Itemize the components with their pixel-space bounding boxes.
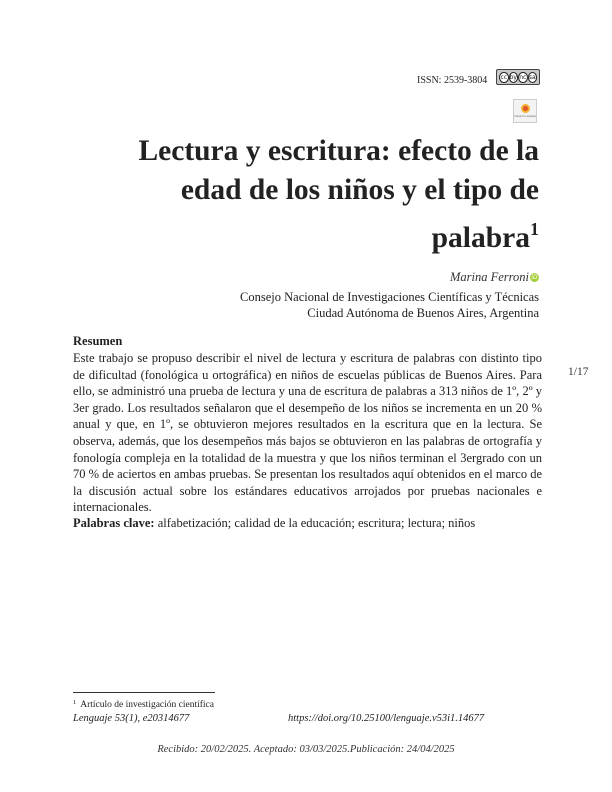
article-title: [99, 132, 539, 258]
keywords: [73, 516, 542, 531]
by-icon: by: [509, 73, 517, 81]
orcid-icon[interactable]: iD: [531, 274, 538, 281]
title-footnote-mark[interactable]: 1: [530, 219, 539, 239]
cc-by-nc-sa-icon: [496, 69, 540, 85]
footnote-divider: [73, 692, 215, 693]
publication-dates: Recibido: 20/02/2025. Aceptado: 03/03/2025.Publicación: 24/04/2025: [157, 744, 455, 755]
issn-number: ISSN: 2539-3804: [417, 75, 488, 86]
footnote-mark: 1: [73, 699, 77, 706]
cc-icon: cc: [500, 73, 508, 81]
footnote-text: Artículo de investigación científica: [80, 700, 214, 710]
sa-icon: sa: [528, 73, 536, 81]
abstract-heading: Resumen: [73, 334, 123, 348]
journal-citation: Lenguaje 53(1), e20314677: [73, 713, 190, 724]
doi-link[interactable]: https://doi.org/10.25100/lenguaje.v53i1.14677: [288, 713, 485, 724]
footnote: [73, 699, 214, 710]
keywords-list: alfabetización; calidad de la educación; escritura; lectura; niños: [157, 516, 476, 530]
author-name: Marina Ferroni: [449, 270, 529, 284]
article-title-text: Lectura y escritura: efecto de la edad de los niños y el tipo de palabra: [138, 135, 539, 254]
nc-icon: nc: [519, 73, 527, 81]
abstract-text: Este trabajo se propuso describir el nivel de lectura y escritura de palabras con distinto tipo de dificultad (fonológica u ortográfica) en niños de escuelas públicas de Buenos Aires. Para ello, se administró una prueba de lectura y una de escritura de palabras a 313 niños de 1º, 2º y 3er grado. Los resultados señalaron que el desempeño de los niños se incrementa en un 20 % anual y que, en 1º, se obtuvieron mejores resultados en la escritura que en la lectura. Se observa, además, que los desempeños más bajos se obtuvieron en las palabras de ortografía y fonología compleja en la totalidad de la muestra y que los niños terminan el 3ergrado con un 70 % de aciertos en ambas pruebas. Se presentan los resultados aquí obtenidos en el marco de la discusión actual sobre los estándares educativos arrojados por pruebas nacionales e internacionales.: [73, 351, 542, 515]
author: [450, 270, 539, 285]
affiliation-institution: Consejo Nacional de Investigaciones Científicas y Técnicas: [240, 290, 539, 304]
check-for-updates-icon[interactable]: [513, 99, 537, 123]
affiliation-location: Ciudad Autónoma de Buenos Aires, Argentina: [307, 306, 539, 320]
check-updates-logo: [521, 104, 530, 113]
keywords-label: Palabras clave:: [73, 516, 155, 530]
check-updates-label: Check for updates: [514, 114, 536, 118]
page-number: 1/17: [568, 366, 589, 378]
